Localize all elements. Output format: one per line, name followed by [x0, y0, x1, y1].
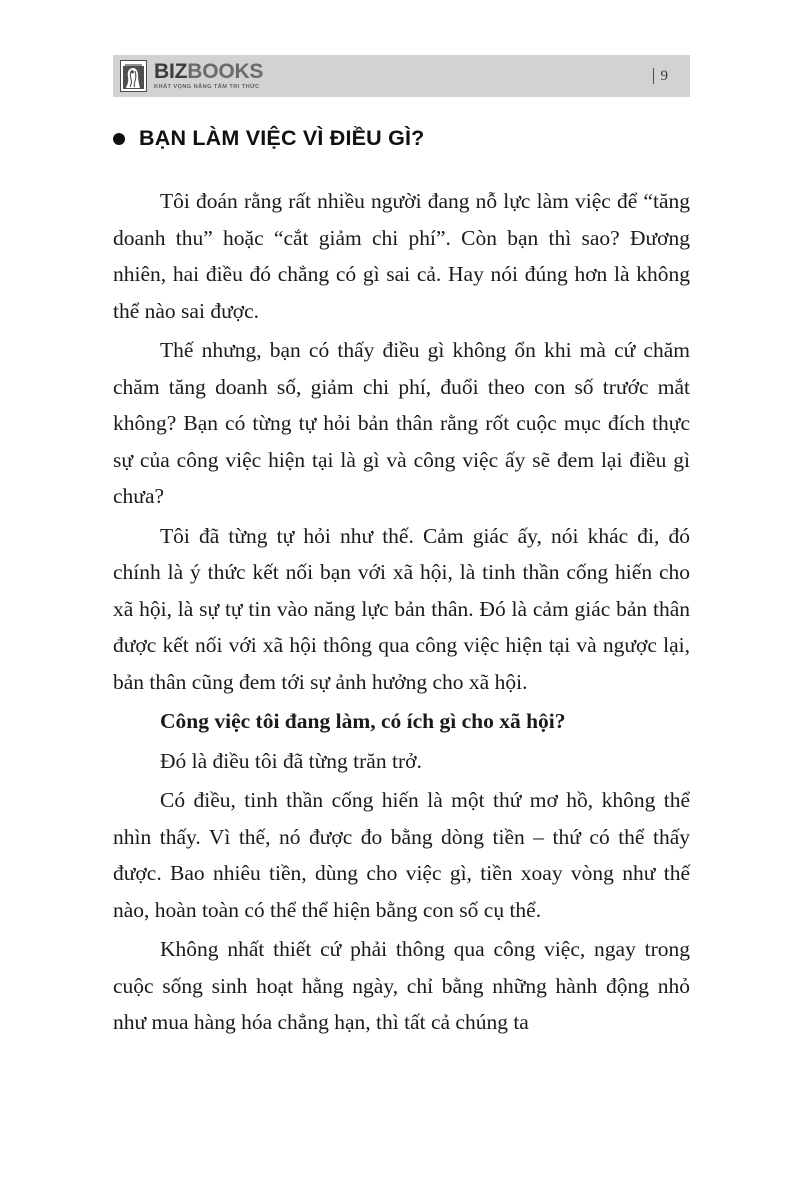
paragraph: Tôi đoán rằng rất nhiều người đang nỗ lực làm việc để “tăng doanh thu” hoặc “cắt giảm chi phí”. Còn bạn thì sao? Đương nhiên, hai điều đó chẳng có gì sai cả. Hay nói đúng hơn là không thể nào sai được.: [113, 189, 690, 323]
paragraph: Đó là điều tôi đã từng trăn trở.: [160, 748, 422, 773]
page-content: [113, 126, 690, 1041]
paragraph: Không nhất thiết cứ phải thông qua công việc, ngay trong cuộc sống sinh hoạt hằng ngày, chỉ bằng những hành động nhỏ như mua hàng hóa chẳng hạn, thì tất cả chúng ta: [113, 937, 690, 1034]
paragraph: Tôi đã từng tự hỏi như thế. Cảm giác ấy, nói khác đi, đó chính là ý thức kết nối bạn với xã hội, là tinh thần cống hiến cho xã hội, là sự tự tin vào năng lực bản thân. Đó là cảm giác bản thân được kết nối với xã hội thông qua công việc hiện tại và ngược lại, bản thân cũng đem tới sự ảnh hưởng cho xã hội.: [113, 523, 690, 694]
book-person-icon: [120, 60, 147, 92]
brand-name: [154, 61, 263, 82]
running-header: [113, 55, 690, 97]
page-title-text: BẠN LÀM VIỆC VÌ ĐIỀU GÌ?: [139, 126, 425, 150]
paragraph: Có điều, tinh thần cống hiến là một thứ mơ hồ, không thể nhìn thấy. Vì thế, nó được đo bằng dòng tiền – thứ có thể thấy được. Bao nhiêu tiền, dùng cho việc gì, tiền xoay vòng như thế nào, hoàn toàn có thể thể hiện bằng con số cụ thể.: [113, 788, 690, 922]
brand-wordmark: [154, 61, 263, 90]
brand-name-prefix: BIZ: [154, 60, 188, 84]
page-title: [113, 126, 690, 151]
paragraph: Thế nhưng, bạn có thấy điều gì không ổn khi mà cứ chăm chăm tăng doanh số, giảm chi phí, đuổi theo con số trước mắt không? Bạn có từng tự hỏi bản thân rằng rốt cuộc mục đích thực sự của công việc hiện tại là gì và công việc ấy sẽ đem lại điều gì chưa?: [113, 338, 690, 508]
bullet-icon: [113, 133, 125, 145]
brand-name-suffix: BOOKS: [187, 60, 264, 84]
page-number: 9: [660, 67, 668, 84]
brand-tagline: KHÁT VỌNG NÂNG TẦM TRI THỨC: [154, 83, 260, 90]
highlighted-question: Công việc tôi đang làm, có ích gì cho xã hội?: [160, 709, 566, 733]
folio-divider: [653, 68, 654, 84]
page-number-block: [653, 68, 691, 85]
brand-logo: [113, 60, 263, 92]
